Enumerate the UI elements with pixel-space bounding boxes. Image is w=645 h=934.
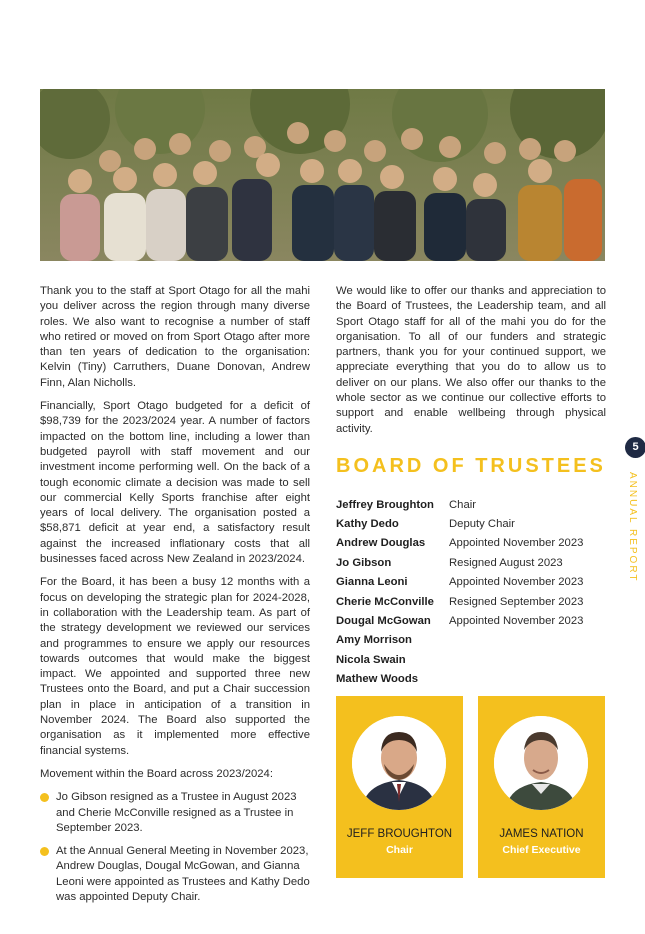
board-movement-list [40,790,310,905]
table-row [336,495,616,514]
profile-card-jeff-broughton [336,696,463,878]
bullet-dot-icon [40,847,49,856]
card-name: JAMES NATION [499,828,584,840]
staff-photo-illustration [40,89,605,261]
financial-paragraph: Financially, Sport Otago budgeted for a deficit of $98,739 for the 2023/2024 year. A number of factors impacted on the bottom line, including a lower than budgeted payroll with staff movement and our investment income performing well. On the back of a tough economic climate a decision was made to sell our commercial Kelly Sports franchise after eight years of local delivery. The organisation posted a $58,871 deficit at year end, a satisfactory result against the increased inflationary costs that all businesses faced across New Zealand in 2023/2024. [40,400,310,566]
trustee-role: Deputy Chair [449,518,515,531]
table-row [336,514,616,533]
trustee-name: Nicola Swain [336,653,406,666]
avatar [352,716,446,810]
card-role: Chair [386,844,413,856]
avatar [494,716,588,810]
portrait-jeff-icon [352,716,446,810]
table-row [336,611,616,630]
right-column [336,284,606,445]
bullet-dot-icon [40,793,49,802]
board-movement-intro: Movement within the Board across 2023/2024: [40,767,273,780]
trustee-name: Cherie McConville [336,595,434,608]
trustee-role: Appointed November 2023 [449,537,584,550]
table-row [336,573,616,592]
staff-thanks-paragraph: Thank you to the staff at Sport Otago for all the mahi you deliver across the region through many diverse roles. We also want to recognise a number of staff who retired or moved on from Sport Otago after more than ten years of dedication to the organisation: Kelvin (Tiny) Carruthers, Duane Donovan, Andrew Finn, Alan Nicholls. [40,285,310,389]
board-title: BOARD OF TRUSTEES [336,455,606,477]
trustee-name: Mathew Woods [336,673,419,686]
card-name: JEFF BROUGHTON [346,828,453,840]
bullet-text: At the Annual General Meeting in November 2023, Andrew Douglas, Dougal McGowan, and Gianna Leoni were appointed as Trustees and Kathy Dedo was appointed Deputy Chair. [56,845,310,903]
trustee-role: Resigned August 2023 [449,556,563,569]
card-role: Chief Executive [502,844,581,856]
table-row [336,650,616,669]
trustee-name: Andrew Douglas [336,537,426,550]
trustee-list [336,495,616,689]
table-row [336,553,616,572]
trustee-role: Resigned September 2023 [449,595,584,608]
trustee-name: Kathy Dedo [336,518,399,531]
bullet-text: Jo Gibson resigned as a Trustee in August 2023 and Cherie McConville resigned as a Trustee in September 2023. [56,791,297,834]
trustee-role: Chair [449,498,476,511]
staff-group-photo [40,89,605,261]
trustee-name: Jo Gibson [336,556,392,569]
appreciation-paragraph: We would like to offer our thanks and appreciation to the Board of Trustees, the Leadership team, and all Sport Otago staff for all of the mahi you do for the organisation. To all of our funders and strategic partners, thank you for your continued support, we appreciate everything that you do to allow us to deliver on our plans. We also offer our thanks to the whole sector as we continue our collective efforts to support and enable wellbeing through physical activity. [336,285,606,435]
table-row [336,534,616,553]
section-label: ANNUAL REPORT [627,472,638,583]
portrait-james-icon [494,716,588,810]
table-row [336,670,616,689]
trustee-role: Appointed November 2023 [449,576,584,589]
trustee-name: Gianna Leoni [336,576,408,589]
trustee-name: Dougal McGowan [336,615,431,628]
list-item [40,790,310,836]
trustee-name: Jeffrey Broughton [336,498,434,511]
profile-card-james-nation [478,696,605,878]
table-row [336,631,616,650]
left-column [40,284,310,913]
trustee-role: Appointed November 2023 [449,615,584,628]
page-number-badge: 5 [625,437,645,458]
list-item [40,844,310,905]
table-row [336,592,616,611]
board-focus-paragraph: For the Board, it has been a busy 12 months with a focus on developing the strategic plan for 2024-2028, in collaboration with the Leadership team. As part of the strategy development we reviewed our services and programmes to ensure we apply our resources towards outcomes that would make the biggest impact. We appointed and supported three new Trustees onto the Board, and put a Chair succession plan in place in anticipation of a transition in November 2024. The Board also supported the organisation as it implemented more effective financial systems. [40,576,310,757]
trustee-name: Amy Morrison [336,634,412,647]
